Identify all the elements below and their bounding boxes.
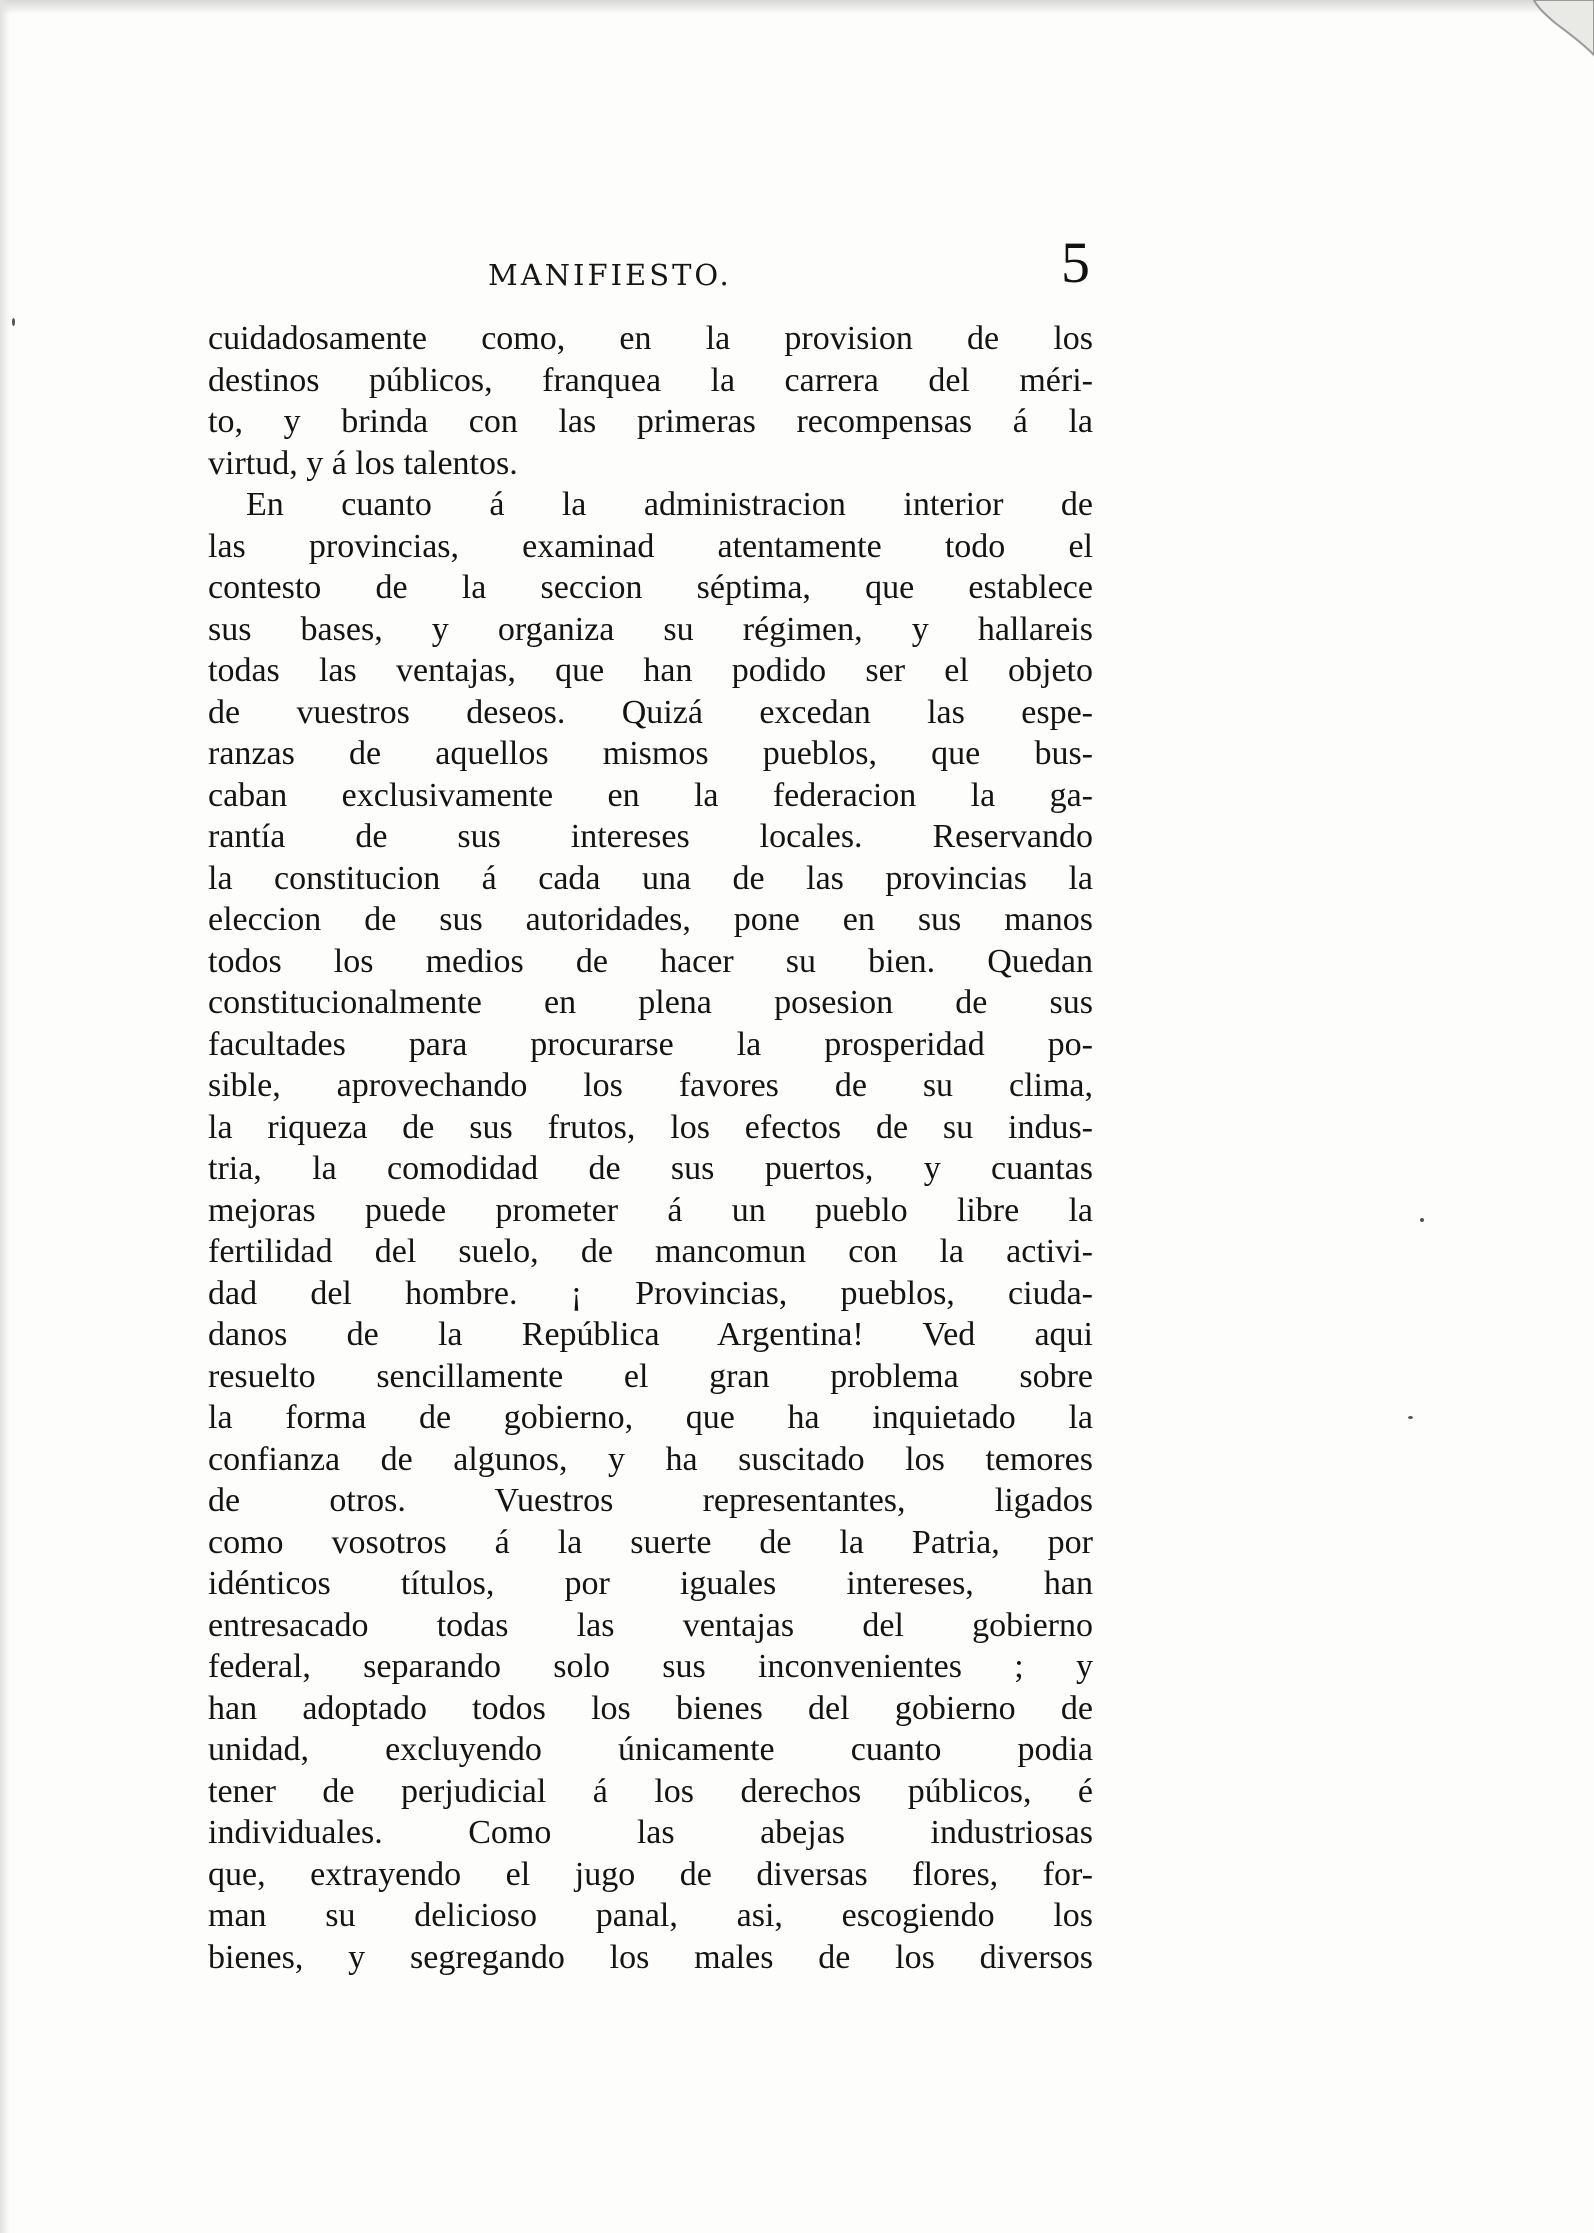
text-line: man su delicioso panal, asi, escogiendo los bbox=[208, 1897, 1093, 1934]
text-line: entresacado todas las ventajas del gobierno bbox=[208, 1606, 1093, 1644]
text-line: confianza de algunos, y ha suscitado los temores bbox=[208, 1440, 1093, 1478]
text-line: eleccion de sus autoridades, pone en sus manos bbox=[208, 901, 1093, 938]
text-line: fertilidad del suelo, de mancomun con la activi- bbox=[208, 1233, 1093, 1270]
text-line: En cuanto á la administracion interior de bbox=[246, 486, 1093, 523]
text-line: individuales. Como las abejas industriosas bbox=[208, 1814, 1093, 1851]
text-line: rantía de sus intereses locales. Reservando bbox=[208, 818, 1093, 855]
page-header bbox=[208, 230, 1090, 295]
text-line: federal, separando solo sus inconvenientes ; y bbox=[208, 1648, 1093, 1685]
text-line: virtud, y á los talentos. bbox=[208, 444, 518, 482]
text-line: las provincias, examinad atentamente todo el bbox=[208, 527, 1093, 565]
text-line: la riqueza de sus frutos, los efectos de su indus- bbox=[208, 1108, 1093, 1146]
text-line: mejoras puede prometer á un pueblo libre la bbox=[208, 1191, 1093, 1229]
text-line: cuidadosamente como, en la provision de los bbox=[208, 320, 1093, 357]
text-line: danos de la República Argentina! Ved aqui bbox=[208, 1316, 1093, 1353]
text-line: to, y brinda con las primeras recompensas á la bbox=[208, 403, 1093, 440]
text-line: idénticos títulos, por iguales intereses, han bbox=[208, 1565, 1093, 1602]
text-line: caban exclusivamente en la federacion la ga- bbox=[208, 776, 1093, 814]
text-line: contesto de la seccion séptima, que establece bbox=[208, 569, 1093, 606]
text-line: que, extrayendo el jugo de diversas flores, for- bbox=[208, 1855, 1093, 1893]
text-line: sible, aprovechando los favores de su clima, bbox=[208, 1067, 1093, 1104]
text-line: unidad, excluyendo únicamente cuanto podia bbox=[208, 1731, 1093, 1768]
text-line: sus bases, y organiza su régimen, y hallareis bbox=[208, 610, 1093, 648]
text-line: facultades para procurarse la prosperidad po- bbox=[208, 1025, 1093, 1063]
text-line: tria, la comodidad de sus puertos, y cuantas bbox=[208, 1150, 1093, 1187]
text-line: la forma de gobierno, que ha inquietado la bbox=[208, 1399, 1093, 1436]
text-line: dad del hombre. ¡ Provincias, pueblos, ciuda- bbox=[208, 1274, 1093, 1312]
running-head: MANIFIESTO. bbox=[488, 258, 732, 292]
text-line: ranzas de aquellos mismos pueblos, que bus- bbox=[208, 735, 1093, 772]
text-line: tener de perjudicial á los derechos públicos, é bbox=[208, 1772, 1093, 1810]
text-line: todos los medios de hacer su bien. Quedan bbox=[208, 942, 1093, 980]
scan-shadow-top bbox=[0, 0, 1594, 14]
body-text bbox=[208, 318, 1093, 1978]
ink-speck bbox=[1420, 1218, 1424, 1222]
text-line: bienes, y segregando los males de los diversos bbox=[208, 1938, 1093, 1976]
scan-shadow-left bbox=[0, 0, 10, 2233]
text-line: como vosotros á la suerte de la Patria, por bbox=[208, 1523, 1093, 1561]
text-line: resuelto sencillamente el gran problema sobre bbox=[208, 1357, 1093, 1395]
page-corner-fold bbox=[1524, 0, 1594, 60]
text-line: la constitucion á cada una de las provincias la bbox=[208, 859, 1093, 897]
text-line: han adoptado todos los bienes del gobierno de bbox=[208, 1689, 1093, 1727]
text-line: de otros. Vuestros representantes, ligados bbox=[208, 1482, 1093, 1519]
text-line: destinos públicos, franquea la carrera del méri- bbox=[208, 361, 1093, 399]
text-line: de vuestros deseos. Quizá excedan las espe- bbox=[208, 693, 1093, 731]
ink-speck bbox=[1408, 1416, 1413, 1419]
text-line: todas las ventajas, que han podido ser el objeto bbox=[208, 652, 1093, 689]
ink-speck bbox=[12, 318, 15, 326]
text-line: constitucionalmente en plena posesion de sus bbox=[208, 984, 1093, 1021]
page-number: 5 bbox=[1061, 230, 1090, 295]
